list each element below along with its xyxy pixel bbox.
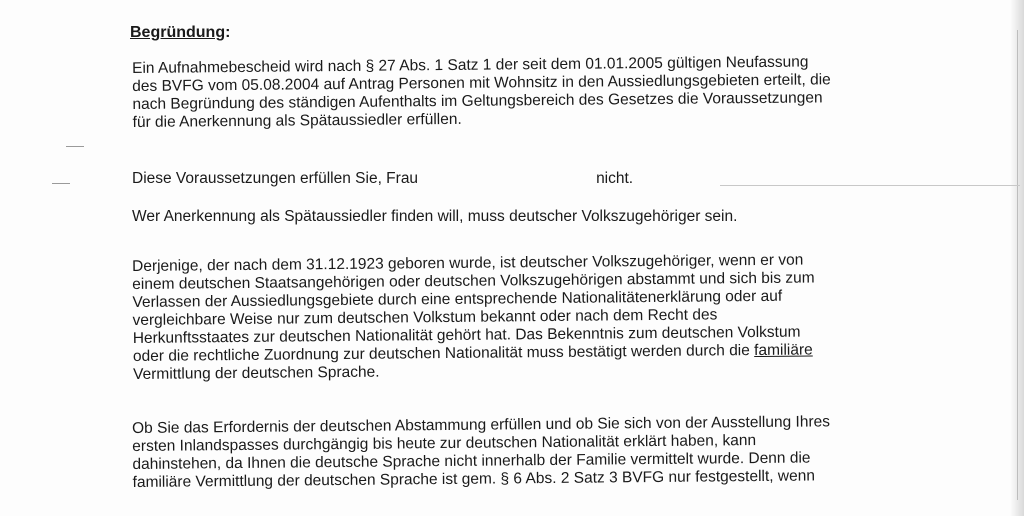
- page-edge-line: [1017, 30, 1018, 500]
- paragraph-assessment: [132, 412, 973, 492]
- text-line: Vermittlung der deutschen Sprache.: [133, 363, 380, 383]
- heading-title: Begründung: [130, 24, 226, 41]
- text-line: vergleichbare Weise nur zum deutschen Volkstum bekannt oder nach dem Recht des: [132, 306, 718, 329]
- margin-mark: [52, 183, 70, 184]
- paragraph-requirement: [132, 208, 972, 226]
- paragraph-requirement-not-met: [132, 170, 972, 188]
- text-line: einem deutschen Staatsangehörigen oder deutschen Volkszugehörigen abstammt und sich bis zum: [132, 269, 815, 293]
- text-line: familiäre Vermittlung der deutschen Sprache ist gem. § 6 Abs. 2 Satz 3 BVFG nur festgestellt, wenn: [132, 467, 816, 491]
- text-line: für die Anerkennung als Spätaussiedler erfüllen.: [132, 110, 462, 131]
- text-segment: nicht.: [596, 170, 634, 187]
- text-line: des BVFG vom 05.08.2004 auf Antrag Personen mit Wohnsitz in den Aussiedlungsgebieten erteilt, die: [132, 71, 831, 95]
- text-line: dahinstehen, da Ihnen die deutsche Sprache nicht innerhalb der Familie vermittelt wurde. Denn die: [132, 449, 811, 473]
- text-line: ersten Inlandspasses durchgängig bis heute zur deutschen Nationalität erklärt haben, kann: [132, 432, 757, 455]
- heading-colon: :: [225, 24, 231, 41]
- section-heading: [130, 24, 230, 42]
- text-line: nach Begründung des ständigen Aufenthalts im Geltungsbereich des Gesetzes die Voraussetzungen: [132, 89, 823, 113]
- margin-mark: [66, 146, 84, 147]
- paragraph-intro: [132, 52, 973, 132]
- underlined-word: familiäre: [754, 341, 813, 360]
- text-segment: oder die rechtliche Zuordnung zur deutschen Nationalität muss bestätigt werden durch die: [132, 342, 755, 365]
- text-line: Derjenige, der nach dem 31.12.1923 geboren wurde, ist deutscher Volkszugehöriger, wenn er von: [132, 251, 804, 275]
- text-line: Herkunftsstaates zur deutschen Nationalität gehört hat. Das Bekenntnis zum deutschen Volkstum: [132, 323, 801, 347]
- text-line: Ein Aufnahmebescheid wird nach § 27 Abs. 1 Satz 1 der seit dem 01.01.2005 gültigen Neufassung: [132, 53, 809, 77]
- text-line: Ob Sie das Erfordernis der deutschen Abstammung erfüllen und ob Sie sich von der Ausstellung Ihres: [132, 413, 831, 437]
- text-line: Wer Anerkennung als Spätaussiedler finden will, muss deutscher Volkszugehöriger sein.: [132, 208, 738, 225]
- text-segment: Diese Voraussetzungen erfüllen Sie, Frau: [132, 170, 419, 187]
- paragraph-definition: [132, 250, 973, 384]
- text-line: Verlassen der Aussiedlungsgebiete durch eine entsprechende Nationalitätenerklärung oder auf: [132, 287, 783, 311]
